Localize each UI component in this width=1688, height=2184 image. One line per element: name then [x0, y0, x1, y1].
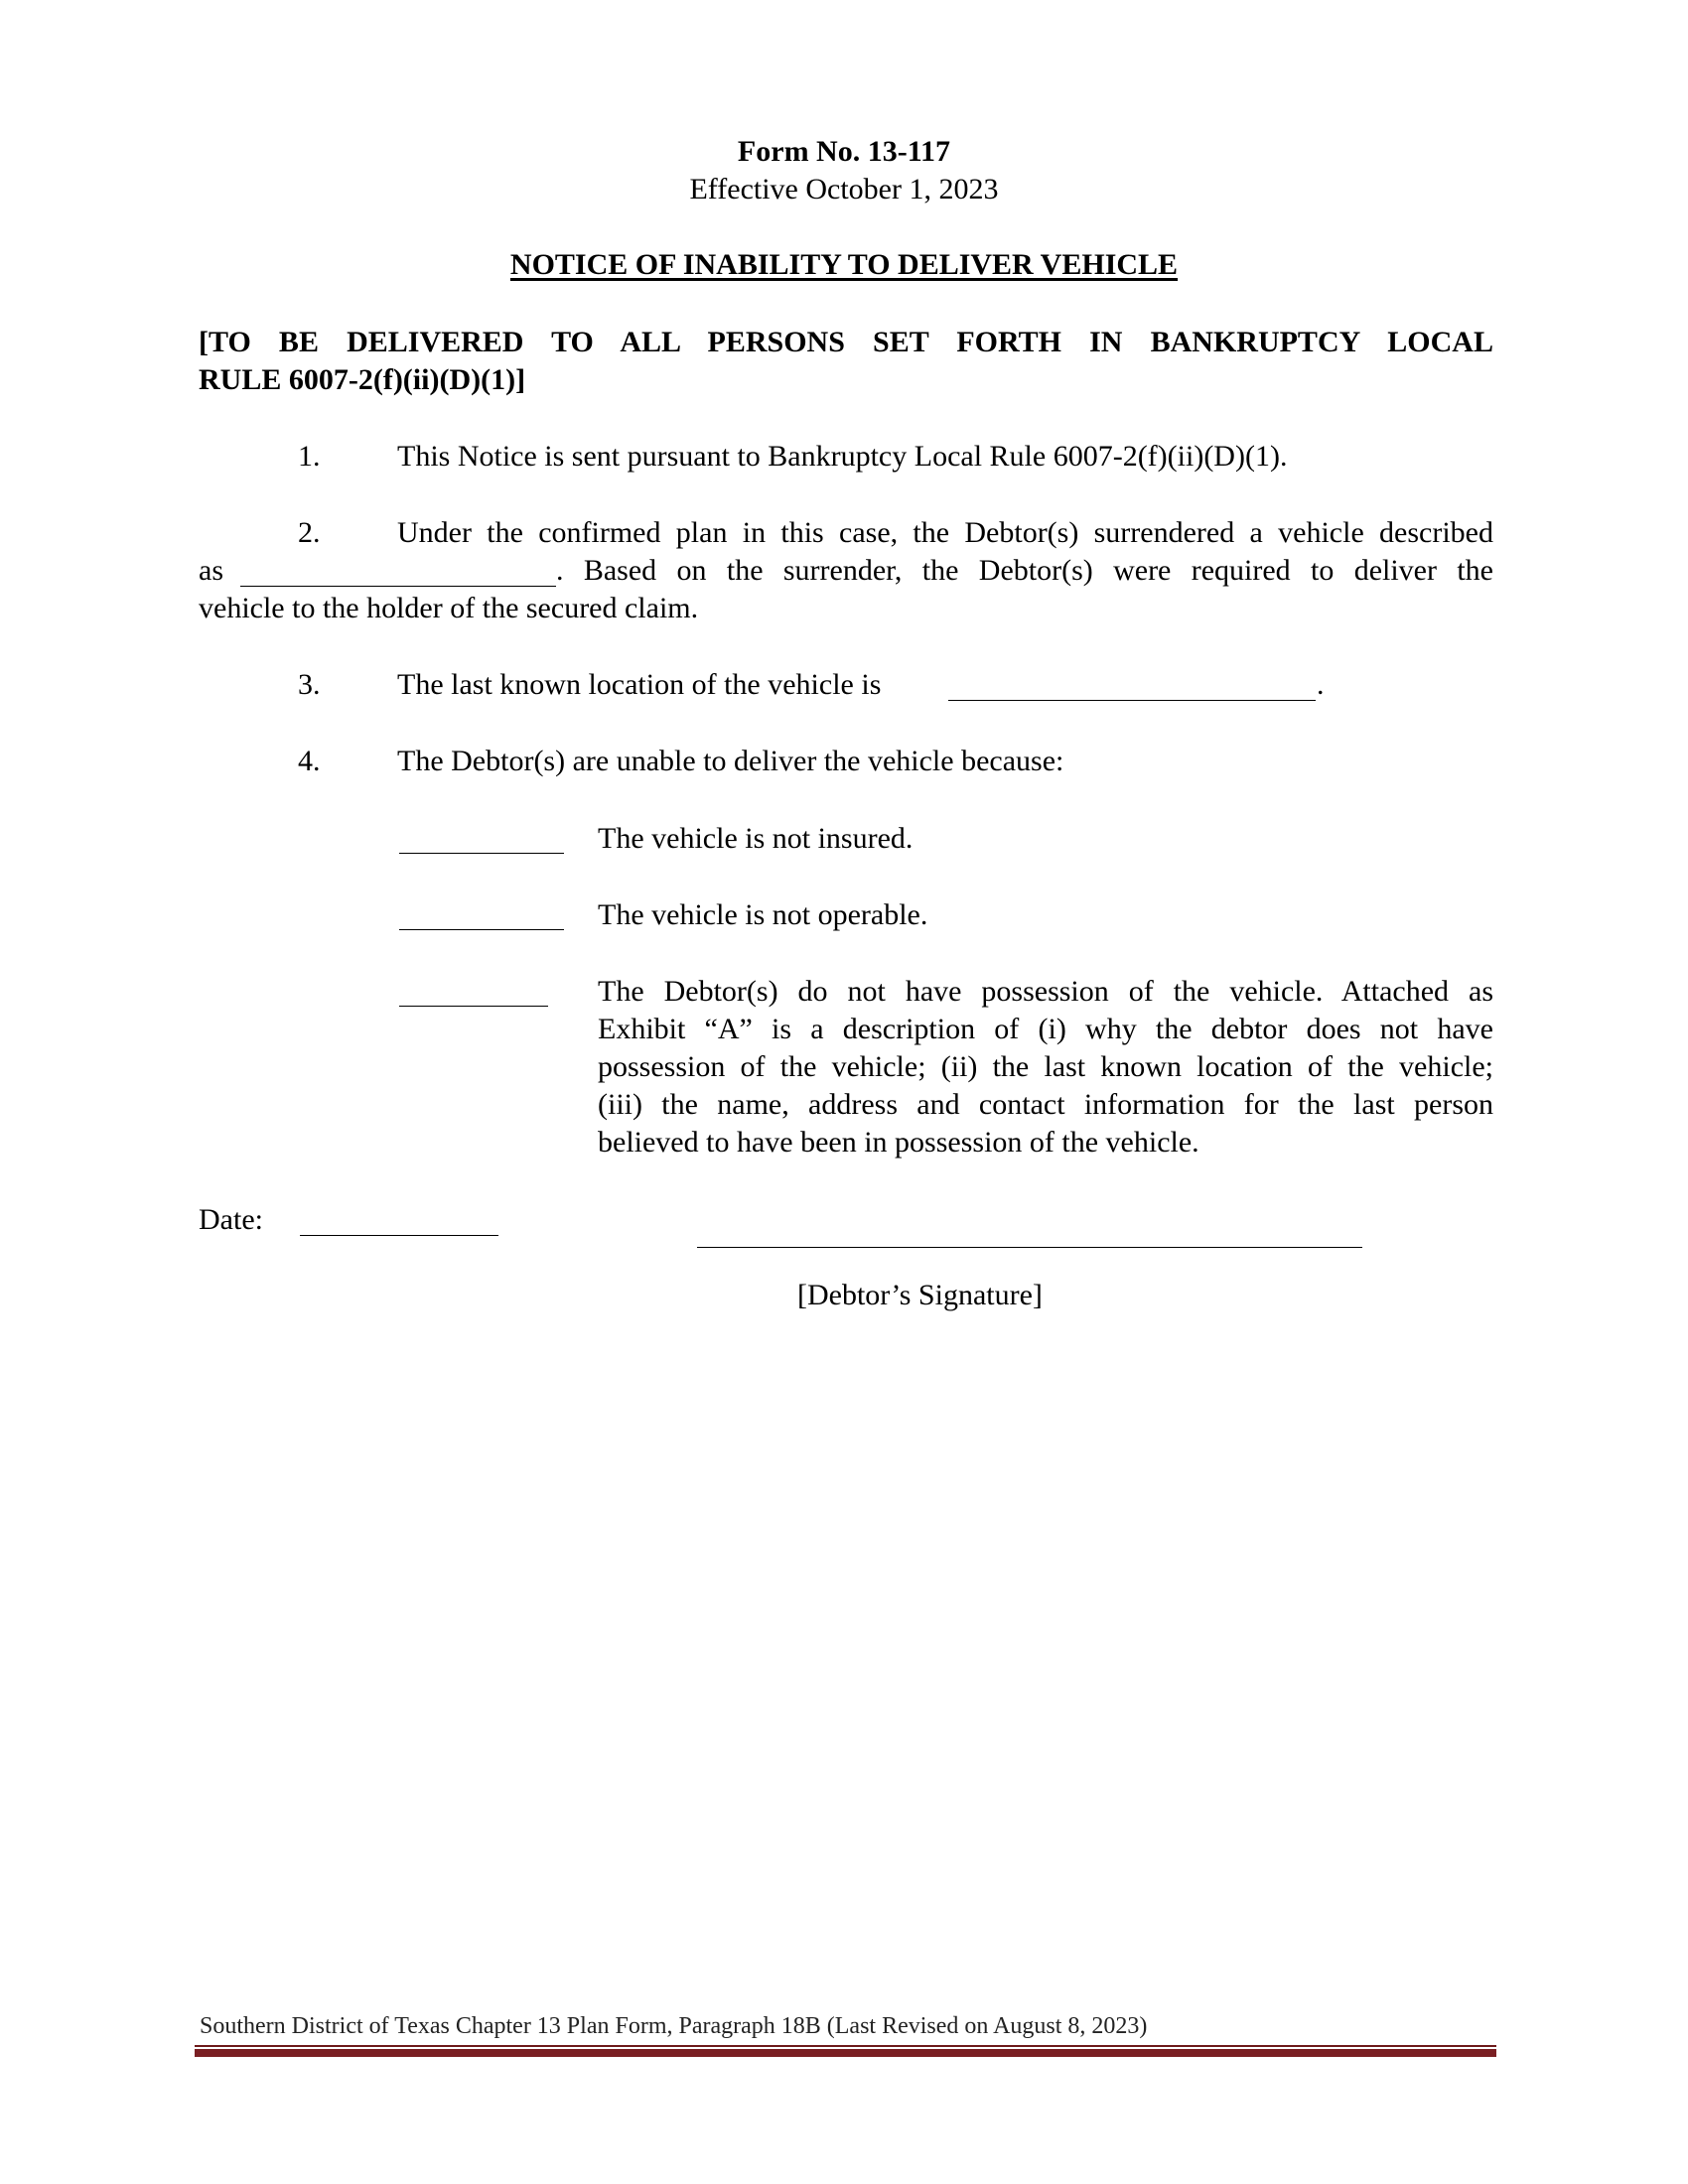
last-known-location-field[interactable]: [948, 672, 1316, 706]
item-1-number: 1.: [298, 440, 321, 473]
signature-line[interactable]: [697, 1247, 1362, 1248]
item-4-text: The Debtor(s) are unable to deliver the vehicle because:: [397, 745, 1064, 777]
item-2-line-1: Under the confirmed plan in this case, the Debtor(s) surrendered a vehicle described: [397, 516, 1493, 549]
not-operable-check-field[interactable]: [399, 901, 564, 935]
signature-label: [Debtor’s Signature]: [797, 1279, 1043, 1311]
effective-date: Effective October 1, 2023: [689, 173, 999, 205]
date-field[interactable]: [300, 1207, 498, 1241]
page-title: [0, 246, 1688, 284]
option-not-insured: The vehicle is not insured.: [598, 822, 914, 855]
form-number: Form No. 13-117: [737, 135, 951, 168]
option-no-possession-line-2: Exhibit “A” is a description of (i) why the debtor does not have: [598, 1013, 1493, 1045]
item-3-number: 3.: [298, 668, 321, 701]
option-not-operable: The vehicle is not operable.: [598, 898, 928, 931]
item-1-text: This Notice is sent pursuant to Bankruptcy Local Rule 6007-2(f)(ii)(D)(1).: [397, 440, 1288, 473]
option-no-possession-line-5: believed to have been in possession of the vehicle.: [598, 1126, 1199, 1159]
instruction-line-1: [TO BE DELIVERED TO ALL PERSONS SET FORTH IN BANKRUPTCY LOCAL: [199, 326, 1493, 358]
option-no-possession-line-3: possession of the vehicle; (ii) the last known location of the vehicle;: [598, 1050, 1493, 1083]
no-possession-check-field[interactable]: [399, 978, 548, 1012]
date-label: Date:: [199, 1203, 263, 1236]
item-2-line-2: . Based on the surrender, the Debtor(s) were required to deliver the: [556, 554, 1493, 587]
item-2-as-label: as: [199, 554, 223, 587]
vehicle-description-field[interactable]: [240, 558, 556, 592]
item-3-text: The last known location of the vehicle is: [397, 668, 882, 701]
footer-text: Southern District of Texas Chapter 13 Plan Form, Paragraph 18B (Last Revised on August 8, 2023): [200, 2013, 1148, 2039]
item-3-period: .: [1317, 668, 1325, 701]
item-4-number: 4.: [298, 745, 321, 777]
option-no-possession-line-4: (iii) the name, address and contact information for the last person: [598, 1088, 1493, 1121]
not-insured-check-field[interactable]: [399, 825, 564, 859]
footer-rule-thin: [195, 2045, 1496, 2047]
instruction-line-2: RULE 6007-2(f)(ii)(D)(1)]: [199, 363, 526, 396]
option-no-possession-line-1: The Debtor(s) do not have possession of the vehicle. Attached as: [598, 975, 1493, 1008]
item-2-line-3: vehicle to the holder of the secured claim.: [199, 592, 699, 624]
item-2-number: 2.: [298, 516, 321, 549]
footer-rule-thick: [195, 2049, 1496, 2057]
page-title-text: NOTICE OF INABILITY TO DELIVER VEHICLE: [509, 248, 1179, 281]
